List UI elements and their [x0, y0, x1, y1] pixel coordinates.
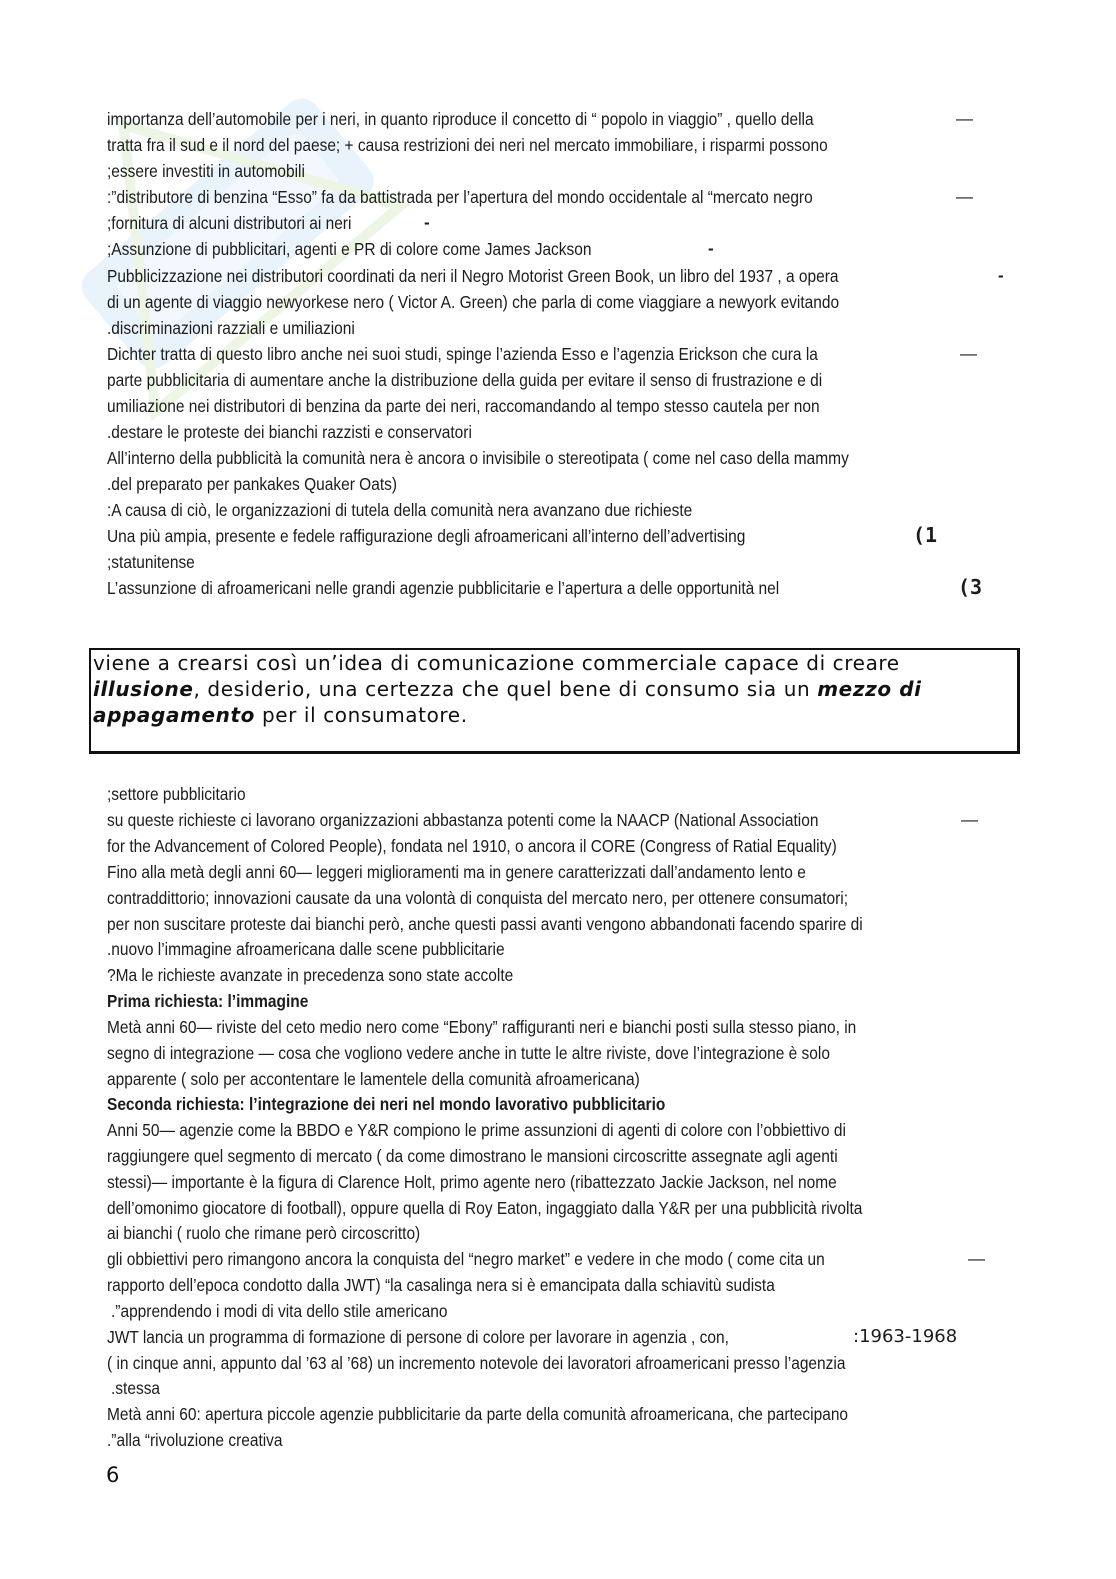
text-line: Fino alla metà degli anni 60— leggeri miglioramenti ma in genere caratterizzati dall’andamento lento e: [107, 862, 806, 882]
text-line: apparente ( solo per accontentare le lamentele della comunità afroamericana): [107, 1069, 640, 1089]
text-line: .discriminazioni razziali e umiliazioni: [107, 318, 355, 338]
text-line: :”distributore di benzina “Esso” fa da battistrada per l’apertura del mondo occidentale al “mercato negro: [107, 187, 813, 207]
text-line: tratta fra il sud e il nord del paese; + causa restrizioni dei neri nel mercato immobiliare, i risparmi possono: [107, 135, 828, 155]
quote-box: [89, 648, 1020, 754]
hyphen-marker: -: [424, 213, 430, 232]
text-line: su queste richieste ci lavorano organizzazioni abbastanza potenti come la NAACP (National Association: [107, 810, 819, 830]
text-line: JWT lancia un programma di formazione di persone di colore per lavorare in agenzia , con,: [107, 1327, 729, 1347]
text-line: gli obbiettivi pero rimangono ancora la conquista del “negro market” e vedere in che modo ( come cita un: [107, 1249, 825, 1269]
text-line: dell’omonimo giocatore di football), oppure quella di Roy Eaton, ingaggiato dalla Y&R per una pubblicità rivolta: [107, 1198, 863, 1218]
text-line: .”alla “rivoluzione creativa: [107, 1430, 283, 1450]
text-line: segno di integrazione — cosa che vogliono vedere anche in tutte le altre riviste, dove l’integrazione è solo: [107, 1043, 830, 1063]
text-line: ;Assunzione di pubblicitari, agenti e PR di colore come James Jackson: [107, 239, 592, 259]
date-range: :1963-1968: [853, 1326, 958, 1347]
list-number-3: (3: [958, 575, 983, 599]
quote-emphasis-illusione: illusione: [93, 677, 194, 701]
text-line: ai bianchi ( ruolo che rimane però circoscritto): [107, 1223, 421, 1243]
text-line: .nuovo l’immagine afroamericana dalle scene pubblicitarie: [107, 939, 505, 959]
section-heading-second-request: Seconda richiesta: l’integrazione dei neri nel mondo lavorativo pubblicitario: [107, 1094, 666, 1114]
text-line: Una più ampia, presente e fedele raffigurazione degli afroamericani all’interno dell’advertising: [107, 526, 746, 546]
text-line: .stessa: [111, 1378, 161, 1398]
text-line: Dichter tratta di questo libro anche nei suoi studi, spinge l’azienda Esso e l’agenzia Erickson che cura la: [107, 344, 818, 364]
quote-part: per il consumatore.: [254, 703, 468, 727]
text-line: ;fornitura di alcuni distributori ai neri: [107, 213, 352, 233]
text-line: ( in cinque anni, appunto dal ’63 al ’68) un incremento notevole dei lavoratori afroamericani presso l’agenzia: [107, 1353, 846, 1373]
text-line: ?Ma le richieste avanzate in precedenza sono state accolte: [107, 965, 514, 985]
text-line: rapporto dell’epoca condotto dalla JWT) “la casalinga nera si è emancipata dalla schiavitù sudista: [107, 1275, 775, 1295]
text-line: L’assunzione di afroamericani nelle grandi agenzie pubblicitarie e l’apertura a delle opportunità nel: [107, 578, 780, 598]
text-line: Metà anni 60— riviste del ceto medio nero come “Ebony” raffiguranti neri e bianchi posti sulla stesso piano, in: [107, 1017, 857, 1037]
text-line: stessi)— importante è la figura di Clarence Holt, primo agente nero (ribattezzato Jackie Jackson, nel nome: [107, 1172, 837, 1192]
quote-text: [93, 650, 993, 728]
text-line: ;essere investiti in automobili: [107, 161, 305, 181]
text-line: .del preparato per pankakes Quaker Oats): [107, 474, 398, 494]
dash-marker: —: [960, 344, 977, 363]
section-heading-first-request: Prima richiesta: l’immagine: [107, 991, 309, 1011]
quote-part: , desiderio, una certezza che quel bene di consumo sia un: [193, 677, 818, 701]
text-line: :A causa di ciò, le organizzazioni di tutela della comunità nera avanzano due richieste: [107, 500, 693, 520]
dash-marker: —: [956, 187, 973, 206]
text-line: for the Advancement of Colored People), fondata nel 1910, o ancora il CORE (Congress of Ratial Equality): [107, 836, 837, 856]
hyphen-marker: -: [998, 266, 1004, 285]
dash-marker: —: [968, 1249, 985, 1268]
text-line: Anni 50— agenzie come la BBDO e Y&R compiono le prime assunzioni di agenti di colore con l’obbiettivo di: [107, 1120, 846, 1140]
text-line: parte pubblicitaria di aumentare anche la distribuzione della guida per evitare il senso di frustrazione e di: [107, 370, 823, 390]
text-line: All’interno della pubblicità la comunità nera è ancora o invisibile o stereotipata ( come nel caso della mammy: [107, 448, 849, 468]
list-number-1: (1: [913, 523, 938, 547]
page-number: 6: [106, 1463, 120, 1487]
dash-marker: —: [956, 109, 973, 128]
dash-marker: —: [961, 810, 978, 829]
text-line: per non suscitare proteste dai bianchi però, anche questi passi avanti vengono abbandonati facendo sparire di: [107, 914, 863, 934]
text-line: .”apprendendo i modi di vita dello stile americano: [111, 1301, 448, 1321]
quote-emphasis-mezzo: mezzo di appagamento: [93, 677, 922, 727]
text-line: Metà anni 60: apertura piccole agenzie pubblicitarie da parte della comunità afroamericana, che partecipano: [107, 1404, 849, 1424]
text-line: .destare le proteste dei bianchi razzisti e conservatori: [107, 422, 472, 442]
text-line: Pubblicizzazione nei distributori coordinati da neri il Negro Motorist Green Book, un libro del 1937 , a opera: [107, 266, 839, 286]
text-line: raggiungere quel segmento di mercato ( da come dimostrano le mansioni circoscritte assegnate agli agenti: [107, 1146, 838, 1166]
text-line: ;statunitense: [107, 552, 195, 572]
hyphen-marker: -: [708, 239, 714, 258]
text-line: contraddittorio; innovazioni causate da una volontà di conquista del mercato nero, per ottenere consumatori;: [107, 888, 849, 908]
text-line: importanza dell’automobile per i neri, in quanto riproduce il concetto di “ popolo in viaggio” , quello della: [107, 109, 814, 129]
text-line: umiliazione nei distributori di benzina da parte dei neri, raccomandando al tempo stesso cautela per non: [107, 396, 820, 416]
quote-part: viene a crearsi così un’idea di comunicazione commerciale capace di creare: [93, 651, 900, 675]
text-line: di un agente di viaggio newyorkese nero ( Victor A. Green) che parla di come viaggiare a newyork evitando: [107, 292, 840, 312]
text-line: ;settore pubblicitario: [107, 784, 246, 804]
